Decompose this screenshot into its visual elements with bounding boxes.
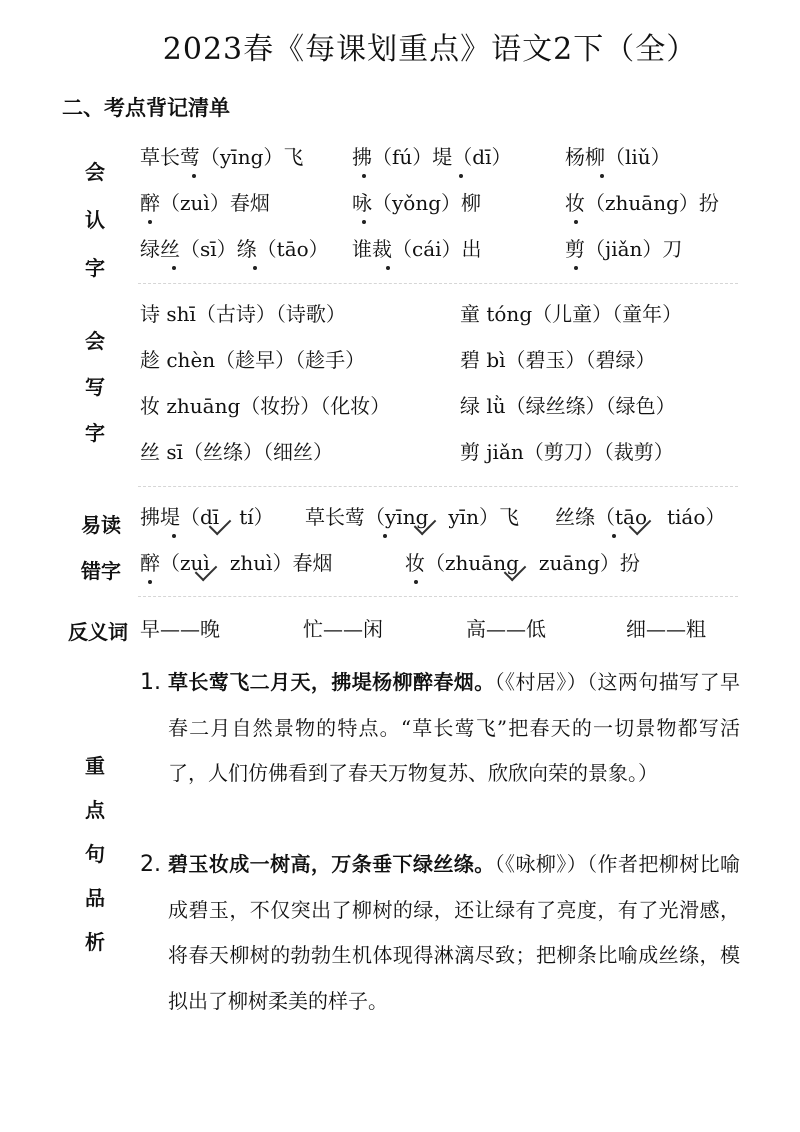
recognize-item: 草长莺（yīng）飞 <box>140 145 304 169</box>
recognize-label <box>80 148 110 292</box>
write-item: 妆 zhuāng（妆扮）（化妆） <box>140 394 391 418</box>
misread-item: 草长莺（yīng yīn）飞 <box>305 505 519 529</box>
section-title: 二、考点背记清单 <box>62 96 230 120</box>
recognize-item: 拂（fú）堤（dī） <box>352 145 512 169</box>
emphasis-dot <box>148 220 152 224</box>
emphasis-dot <box>172 534 176 538</box>
misread-item: 拂堤（dī tí） <box>140 505 274 529</box>
page-title: 2023春《每课划重点》语文2下（全） <box>162 32 698 67</box>
emphasis-dot <box>612 534 616 538</box>
item-number: 2. <box>140 852 161 877</box>
recognize-item: 绿丝（sī）绦（tāo） <box>140 237 329 261</box>
misread-item: 丝绦（tāo tiáo） <box>555 505 726 529</box>
recognize-label-char: 认 <box>85 208 105 232</box>
emphasis-dot <box>600 174 604 178</box>
sentence-analysis: （《咏柳》）（作者把柳树比喻成碧玉，不仅突出了柳树的绿，还让绿有了亮度，有了光滑感，将春天柳树的勃勃生机体现得淋漓尽致；把柳条比喻成丝绦，模拟出了柳树柔美的样子。 <box>168 852 741 1013</box>
recognize-label-char: 字 <box>85 256 105 280</box>
write-item: 绿 lǜ（绿丝绦）（绿色） <box>460 394 676 418</box>
item-number: 1. <box>140 670 161 695</box>
recognize-item: 醉（zuì）春烟 <box>140 191 270 215</box>
key-sentences-label-char: 析 <box>85 930 105 954</box>
sentence-quote: 碧玉妆成一树高，万条垂下绿丝绦。 <box>168 852 495 876</box>
sentence-body <box>140 842 740 1024</box>
antonym-pair: 高——低 <box>466 617 546 641</box>
write-label-char: 会 <box>85 329 105 353</box>
misread-item: 妆（zhuāng zuāng）扮 <box>405 551 640 575</box>
write-label-char: 写 <box>85 375 105 399</box>
recognize-item: 谁裁（cái）出 <box>352 237 482 261</box>
divider <box>138 486 738 487</box>
sentence-analysis: （《村居》）（这两句描写了早春二月自然景物的特点。“草长莺飞”把春天的一切景物都写活了，人们仿佛看到了春天万物复苏、欣欣向荣的景象。） <box>168 670 741 785</box>
antonyms-label: 反义词 <box>68 620 128 644</box>
write-item: 诗 shī（古诗）（诗歌） <box>140 302 346 326</box>
antonym-pair: 细——粗 <box>626 617 706 641</box>
emphasis-dot <box>253 266 257 270</box>
recognize-label-char: 会 <box>85 160 105 184</box>
divider <box>138 596 738 597</box>
key-sentences-label-char: 重 <box>85 754 105 778</box>
emphasis-dot <box>414 580 418 584</box>
emphasis-dot <box>362 174 366 178</box>
emphasis-dot <box>386 266 390 270</box>
recognize-item: 妆（zhuāng）扮 <box>565 191 719 215</box>
misread-label-line: 易读 <box>81 513 121 537</box>
write-item: 趁 chèn（趁早）（趁手） <box>140 348 366 372</box>
antonym-pair: 忙——闲 <box>303 617 383 641</box>
recognize-item: 剪（jiǎn）刀 <box>565 237 683 261</box>
emphasis-dot <box>574 266 578 270</box>
emphasis-dot <box>383 534 387 538</box>
key-sentence-item <box>140 660 740 797</box>
misread-item: 醉（zuì zhuì）春烟 <box>140 551 333 575</box>
divider <box>138 283 738 284</box>
write-item: 丝 sī（丝绦）（细丝） <box>140 440 334 464</box>
write-item: 剪 jiǎn（剪刀）（裁剪） <box>460 440 674 464</box>
misread-label-line: 错字 <box>81 559 121 583</box>
write-label-char: 字 <box>85 421 105 445</box>
emphasis-dot <box>192 174 196 178</box>
write-item: 碧 bì（碧玉）（碧绿） <box>460 348 656 372</box>
sentence-body <box>140 660 740 797</box>
recognize-item: 杨柳（liǔ） <box>565 145 671 169</box>
emphasis-dot <box>574 220 578 224</box>
key-sentences-label <box>80 744 110 964</box>
antonym-pair: 早——晚 <box>140 617 220 641</box>
key-sentences-label-char: 句 <box>85 842 105 866</box>
emphasis-dot <box>459 174 463 178</box>
key-sentences-label-char: 点 <box>85 798 105 822</box>
write-label <box>80 318 110 456</box>
key-sentences-label-char: 品 <box>85 886 105 910</box>
emphasis-dot <box>148 580 152 584</box>
recognize-item: 咏（yǒng）柳 <box>352 191 482 215</box>
misread-label <box>66 502 136 594</box>
emphasis-dot <box>362 220 366 224</box>
sentence-quote: 草长莺飞二月天，拂堤杨柳醉春烟。 <box>168 670 495 694</box>
write-item: 童 tóng（儿童）（童年） <box>460 302 683 326</box>
key-sentence-item <box>140 842 740 1024</box>
emphasis-dot <box>172 266 176 270</box>
